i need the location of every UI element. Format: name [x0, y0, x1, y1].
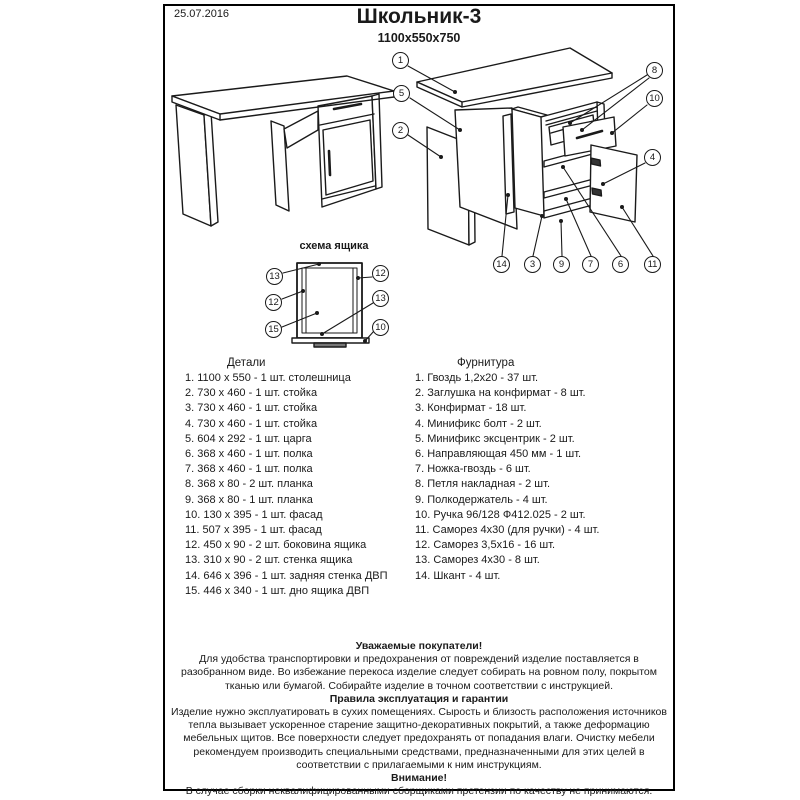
parts-heading: Детали: [227, 357, 266, 369]
list-item: 14. 646 х 396 - 1 шт. задняя стенка ДВП: [185, 569, 388, 582]
callout-8: 8: [646, 62, 663, 79]
list-item: 3. Конфирмат - 18 шт.: [415, 402, 527, 415]
callout-10: 10: [646, 90, 663, 107]
hardware-heading: Фурнитура: [457, 357, 515, 369]
scheme-callout-10: 10: [372, 319, 389, 336]
list-item: 13. Саморез 4х30 - 8 шт.: [415, 554, 540, 567]
list-item: 4. 730 х 460 - 1 шт. стойка: [185, 417, 318, 430]
callout-2: 2: [392, 122, 409, 139]
list-item: 12. Саморез 3,5х16 - 16 шт.: [415, 539, 556, 552]
list-item: 10. Ручка 96/128 Ф412.025 - 2 шт.: [415, 508, 586, 521]
hardware-list: [415, 356, 655, 584]
scheme-callout-15: 15: [265, 321, 282, 338]
list-item: 10. 130 х 395 - 1 шт. фасад: [185, 508, 323, 521]
list-item: 2. Заглушка на конфирмат - 8 шт.: [415, 387, 586, 400]
parts-list: [185, 356, 410, 599]
list-item: 14. Шкант - 4 шт.: [415, 569, 501, 582]
notices: [168, 640, 670, 798]
list-item: 5. 604 х 292 - 1 шт. царга: [185, 432, 312, 445]
attention-heading: Внимание!: [391, 772, 447, 785]
list-item: 1. 1100 х 550 - 1 шт. столешница: [185, 372, 351, 384]
list-item: 5. Минификс эксцентрик - 2 шт.: [415, 432, 575, 445]
callout-11: 11: [644, 256, 661, 273]
callout-14: 14: [493, 256, 510, 273]
list-item: 7. Ножка-гвоздь - 6 шт.: [415, 463, 531, 476]
list-item: 1. Гвоздь 1,2х20 - 37 шт.: [415, 372, 539, 384]
attention-text: В случае сборки неквалифицированными сборщиками претензии по качеству не принимаются.: [185, 785, 653, 798]
callout-9: 9: [553, 256, 570, 273]
scheme-callout-13: 13: [266, 268, 283, 285]
list-item: 3. 730 х 460 - 1 шт. стойка: [185, 402, 318, 415]
list-item: 9. 368 х 80 - 1 шт. планка: [185, 493, 313, 506]
list-item: 7. 368 х 460 - 1 шт. полка: [185, 463, 313, 476]
list-item: 6. Направляющая 450 мм - 1 шт.: [415, 448, 582, 461]
callout-5: 5: [393, 85, 410, 102]
scheme-callout-12: 12: [372, 265, 389, 282]
list-item: 11. Саморез 4х30 (для ручки) - 4 шт.: [415, 524, 600, 537]
rules-text: Изделие нужно эксплуатировать в сухих помещениях. Сырость и близость расположения источников тепла вызывает ускоренное старение защитно-декоративных покрытий, а также деформацию мебельных щитов. Все поверхности следует предохранять от попадания влаги. Очистку мебели рекомендуем производить специальными средствами, предназначенными для этих целей в соответствии с прилагаемыми к ним инструкциям.: [171, 706, 667, 771]
callout-7: 7: [582, 256, 599, 273]
product-dimensions: 1100х550х750: [377, 31, 461, 45]
list-item: 4. Минификс болт - 2 шт.: [415, 417, 542, 430]
list-item: 15. 446 х 340 - 1 шт. дно ящика ДВП: [185, 584, 370, 597]
scheme-callout-13b: 13: [372, 290, 389, 307]
page-title: Школьник-3: [356, 5, 482, 28]
list-item: 8. 368 х 80 - 2 шт. планка: [185, 478, 313, 491]
rules-heading: Правила эксплуатация и гарантии: [329, 692, 509, 705]
drawer-scheme-label: схема ящика: [299, 240, 369, 252]
callout-6: 6: [612, 256, 629, 273]
callout-3: 3: [524, 256, 541, 273]
customers-text: Для удобства транспортировки и предохранения от повреждений изделие поставляется в разобранном виде. Во избежание перекоса изделие следует собирать на ровном полу, покрытом тканью или бумагой. Собирайте изделие в точном соответствии с инструкцией.: [181, 653, 657, 692]
customers-heading: Уважаемые покупатели!: [355, 640, 483, 652]
callout-4: 4: [644, 149, 661, 166]
hardware-items: [415, 371, 655, 584]
callout-1: 1: [392, 52, 409, 69]
list-item: 12. 450 х 90 - 2 шт. боковина ящика: [185, 539, 367, 552]
list-item: 8. Петля накладная - 2 шт.: [415, 478, 550, 491]
scheme-callout-12b: 12: [265, 294, 282, 311]
list-item: 9. Полкодержатель - 4 шт.: [415, 493, 548, 506]
list-item: 2. 730 х 460 - 1 шт. стойка: [185, 387, 318, 400]
list-item: 13. 310 х 90 - 2 шт. стенка ящика: [185, 554, 353, 567]
parts-items: [185, 371, 410, 599]
list-item: 11. 507 х 395 - 1 шт. фасад: [185, 524, 322, 537]
list-item: 6. 368 х 460 - 1 шт. полка: [185, 448, 313, 461]
date: 25.07.2016: [174, 8, 230, 20]
